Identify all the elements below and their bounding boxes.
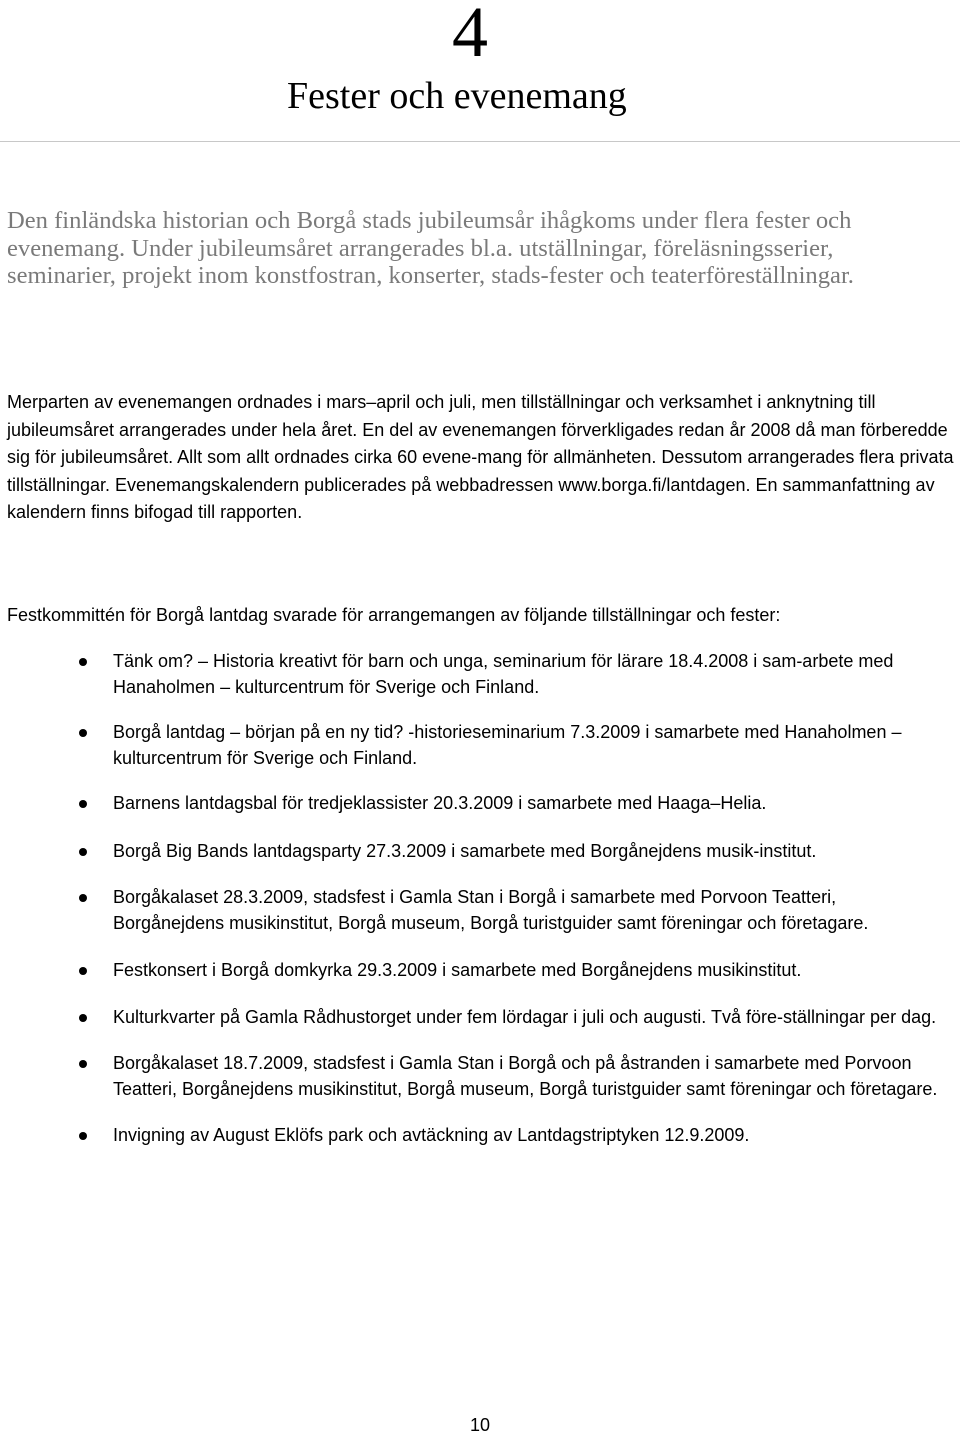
event-text: Borgåkalaset 28.3.2009, stadsfest i Gamla Stan i Borgå i samarbete med Porvoon Teatteri, Borgånejdens musikinstitut, Borgå museum, Borgå turistguider samt föreningar och företagare.: [113, 887, 869, 933]
events-overview-paragraph: Merparten av evenemangen ordnades i mars–april och juli, men tillställningar och verksamhet i anknytning till jubileumsåret arrangerades under hela året. En del av evenemangen förverkligades redan år 2008 då man förberedde sig för jubileumsåret. Allt som allt ordnades cirka 60 evene-mang för allmänheten. Dessutom arrangerades flera privata tillställningar. Evenemangskalendern publicerades på webbadressen www.borga.fi/lantdagen. En sammanfattning av kalendern finns bifogad till rapporten.: [7, 392, 954, 522]
list-item: [0, 1051, 945, 1102]
event-text: Barnens lantdagsbal för tredjeklassister 20.3.2009 i samarbete med Haaga–Helia.: [113, 793, 767, 813]
bullet-icon: [79, 848, 87, 856]
bullet-icon: [79, 894, 87, 902]
event-text: Festkonsert i Borgå domkyrka 29.3.2009 i samarbete med Borgånejdens musikinstitut.: [113, 960, 802, 980]
bullet-icon: [79, 1014, 87, 1022]
list-item: [0, 885, 945, 936]
bullet-icon: [79, 967, 87, 975]
list-item: [0, 1005, 945, 1031]
list-item: [0, 958, 945, 984]
list-item: [0, 1123, 945, 1149]
intro-paragraph: Den finländska historian och Borgå stads jubileumsår ihågkoms under flera fester och evenemang. Under jubileumsåret arrangerades bl.a. utställningar, föreläsningsserier, seminarier, projekt inom konstfostran, konserter, stads-fester och teaterföreställningar.: [7, 207, 854, 289]
chapter-number: 4: [452, 0, 488, 72]
list-item: [0, 649, 945, 700]
event-text: Borgå lantdag – början på en ny tid? -historieseminarium 7.3.2009 i samarbete med Hanaholmen – kulturcentrum för Sverige och Finland.: [113, 722, 902, 768]
event-text: Borgåkalaset 18.7.2009, stadsfest i Gamla Stan i Borgå och på åstranden i samarbete med Porvoon Teatteri, Borgånejdens musikinstitut, Borgå museum, Borgå turistguider samt föreningar och företagare.: [113, 1053, 938, 1099]
page-number: 10: [470, 1415, 491, 1435]
event-text: Invigning av August Eklöfs park och avtäckning av Lantdagstriptyken 12.9.2009.: [113, 1125, 750, 1145]
events-list: [0, 649, 960, 1149]
chapter-title: Fester och evenemang: [287, 75, 627, 117]
bullet-icon: [79, 658, 87, 666]
festival-committee-paragraph: Festkommittén för Borgå lantdag svarade för arrangemangen av följande tillställningar och fester:: [7, 605, 781, 625]
bullet-icon: [79, 1132, 87, 1140]
bullet-icon: [79, 729, 87, 737]
list-item: [0, 791, 945, 817]
list-item: [0, 720, 945, 771]
title-divider: [0, 141, 960, 142]
list-item: [0, 839, 945, 865]
event-text: Kulturkvarter på Gamla Rådhustorget under fem lördagar i juli och augusti. Två före-ställningar per dag.: [113, 1006, 937, 1027]
event-text: Tänk om? – Historia kreativt för barn och unga, seminarium för lärare 18.4.2008 i sam-arbete med Hanaholmen – kulturcentrum för Sverige och Finland.: [113, 651, 894, 697]
bullet-icon: [79, 1060, 87, 1068]
bullet-icon: [79, 800, 87, 808]
event-text: Borgå Big Bands lantdagsparty 27.3.2009 i samarbete med Borgånejdens musik-institut.: [113, 840, 817, 861]
